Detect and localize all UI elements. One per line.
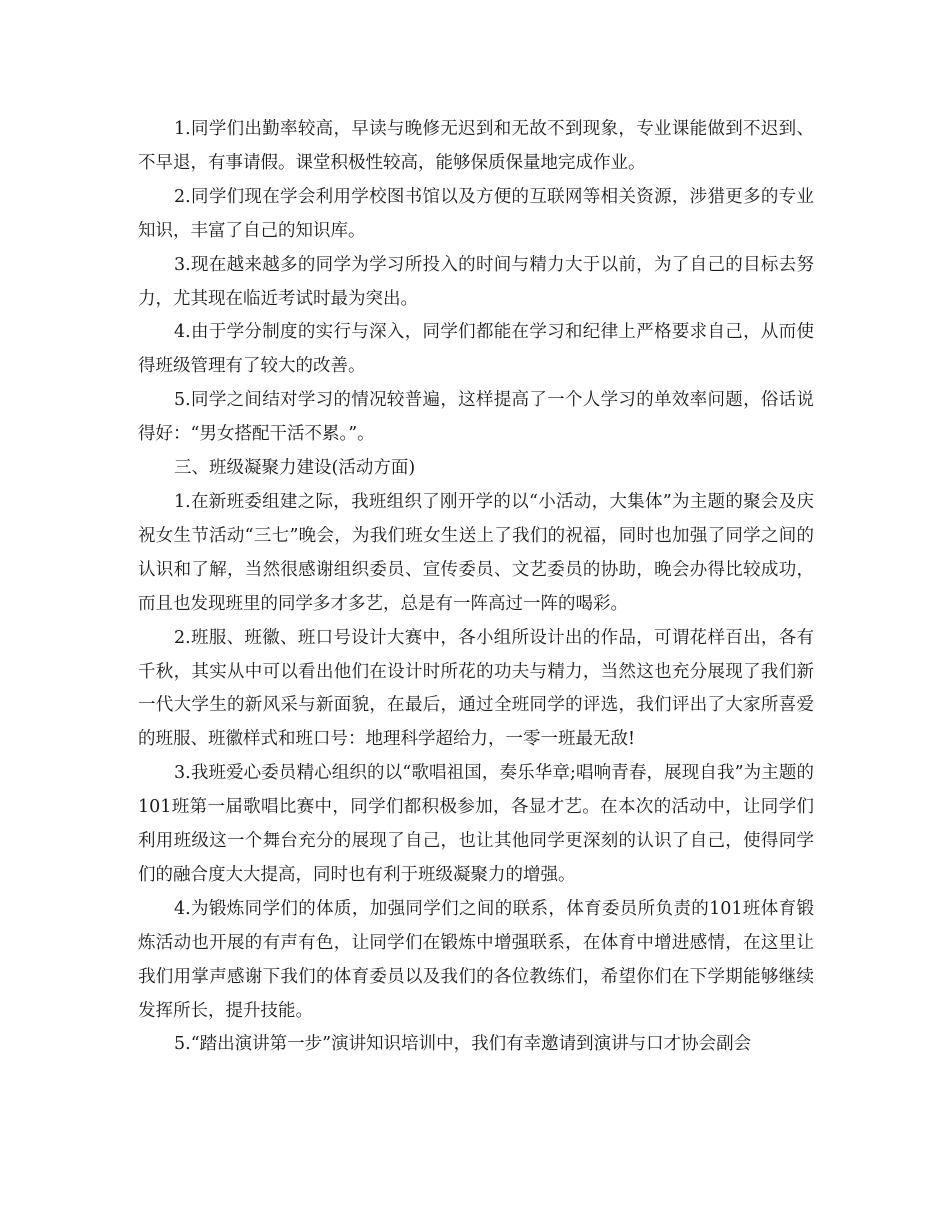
section-heading-cohesion: 三、班级凝聚力建设(活动方面) (174, 458, 416, 479)
paragraph-activity-5: 5.“踏出演讲第一步”演讲知识培训中，我们有幸邀请到演讲与口才协会副会 (174, 1034, 752, 1055)
paragraph-study-1: 1.同学们出勤率较高，早读与晚修无迟到和无故不到现象，专业课能做到不迟到、不早退，有事请假。课堂积极性较高，能够保质保量地完成作业。 (138, 119, 814, 173)
paragraph-study-3: 3.现在越来越多的同学为学习所投入的时间与精力大于以前，为了自己的目标去努力，尤其现在临近考试时最为突出。 (138, 254, 814, 309)
paragraph-study-5: 5.同学之间结对学习的情况较普遍，这样提高了一个人学习的单效率问题，俗话说得好：“男女搭配干活不累。”。 (138, 390, 814, 445)
paragraph-activity-2: 2.班服、班徽、班口号设计大赛中，各小组所设计出的作品，可谓花样百出，各有千秋，其实从中可以看出他们在设计时所花的功夫与精力，当然这也充分展现了我们新一代大学生的新风采与新面貌，在最后，通过全班同学的评选，我们评出了大家所喜爱的班服、班徽样式和班口号：地理科学超给力，一零一班最无敌! (138, 627, 814, 750)
paragraph-study-2: 2.同学们现在学会利用学校图书馆以及方便的互联网等相关资源，涉猎更多的专业知识，丰富了自己的知识库。 (138, 186, 814, 241)
document-body (138, 113, 814, 1062)
paragraph-activity-1: 1.在新班委组建之际，我班组织了刚开学的以“小活动，大集体”为主题的聚会及庆祝女生节活动“三七”晚会，为我们班女生送上了我们的祝福，同时也加强了同学之间的认识和了解，当然很感谢组织委员、宣传委员、文艺委员的协助，晚会办得比较成功，而且也发现班里的同学多才多艺，总是有一阵高过一阵的喝彩。 (138, 491, 814, 614)
paragraph-activity-4: 4.为锻炼同学们的体质，加强同学们之间的联系，体育委员所负责的101班体育锻炼活动也开展的有声有色，让同学们在锻炼中增强联系，在体育中增进感情，在这里让我们用掌声感谢下我们的体育委员以及我们的各位教练们，希望你们在下学期能够继续发挥所长，提升技能。 (138, 898, 814, 1021)
paragraph-activity-3: 3.我班爱心委员精心组织的以“歌唱祖国，奏乐华章;唱响青春，展现自我”为主题的101班第一届歌唱比赛中，同学们都积极参加，各显才艺。在本次的活动中，让同学们利用班级这一个舞台充分的展现了自己，也让其他同学更深刻的认识了自己，使得同学们的融合度大大提高，同时也有利于班级凝聚力的增强。 (138, 763, 814, 885)
paragraph-study-4: 4.由于学分制度的实行与深入，同学们都能在学习和纪律上严格要求自己，从而使得班级管理有了较大的改善。 (138, 322, 814, 377)
